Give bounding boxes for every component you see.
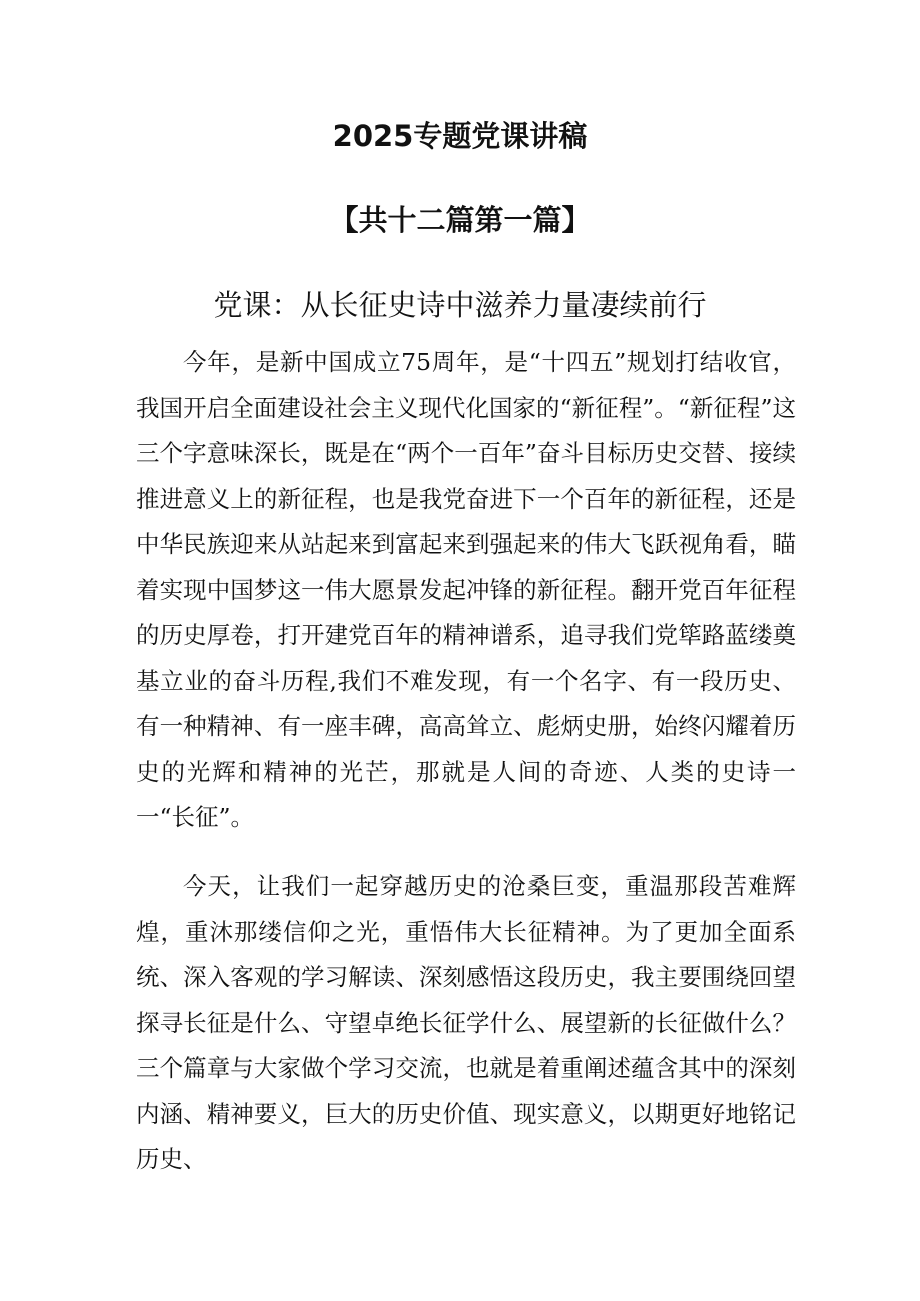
body-paragraph-1: 今年，是新中国成立75周年，是“十四五”规划打结收官，我国开启全面建设社会主义现代化国家的“新征程”。“新征程”这三个字意味深长，既是在“两个一百年”奋斗目标历史交替、接续推进意义上的新征程，也是我党奋进下一个百年的新征程，还是中华民族迎来从站起来到富起来到强起来的伟大飞跃视角看，瞄着实现中国梦这一伟大愿景发起冲锋的新征程。翻开党百年征程的历史厚卷，打开建党百年的精神谱系，追寻我们党筚路蓝缕奠基立业的奋斗历程,我们不难发现，有一个名字、有一段历史、有一种精神、有一座丰碑，高高耸立、彪炳史册，始终闪耀着历史的光辉和精神的光芒，那就是人间的奇迹、人类的史诗一一“长征”。 <box>136 348 796 831</box>
body-paragraph-2: 今天，让我们一起穿越历史的沧桑巨变，重温那段苦难辉煌，重沐那缕信仰之光，重悟伟大长征精神。为了更加全面系统、深入客观的学习解读、深刻感悟这段历史，我主要围绕回望探寻长征是什么、守望卓绝长征学什么、展望新的长征做什么？三个篇章与大家做个学习交流，也就是着重阐述蕴含其中的深刻内涵、精神要义，巨大的历史价值、现实意义，以期更好地铭记历史、 <box>136 872 796 1173</box>
series-subtitle: 【共十二篇第一篇】 <box>329 203 591 237</box>
document-title: 2025专题党课讲稿 <box>332 119 588 153</box>
lesson-title: 党课：从长征史诗中滋养力量凄续前行 <box>213 288 707 322</box>
